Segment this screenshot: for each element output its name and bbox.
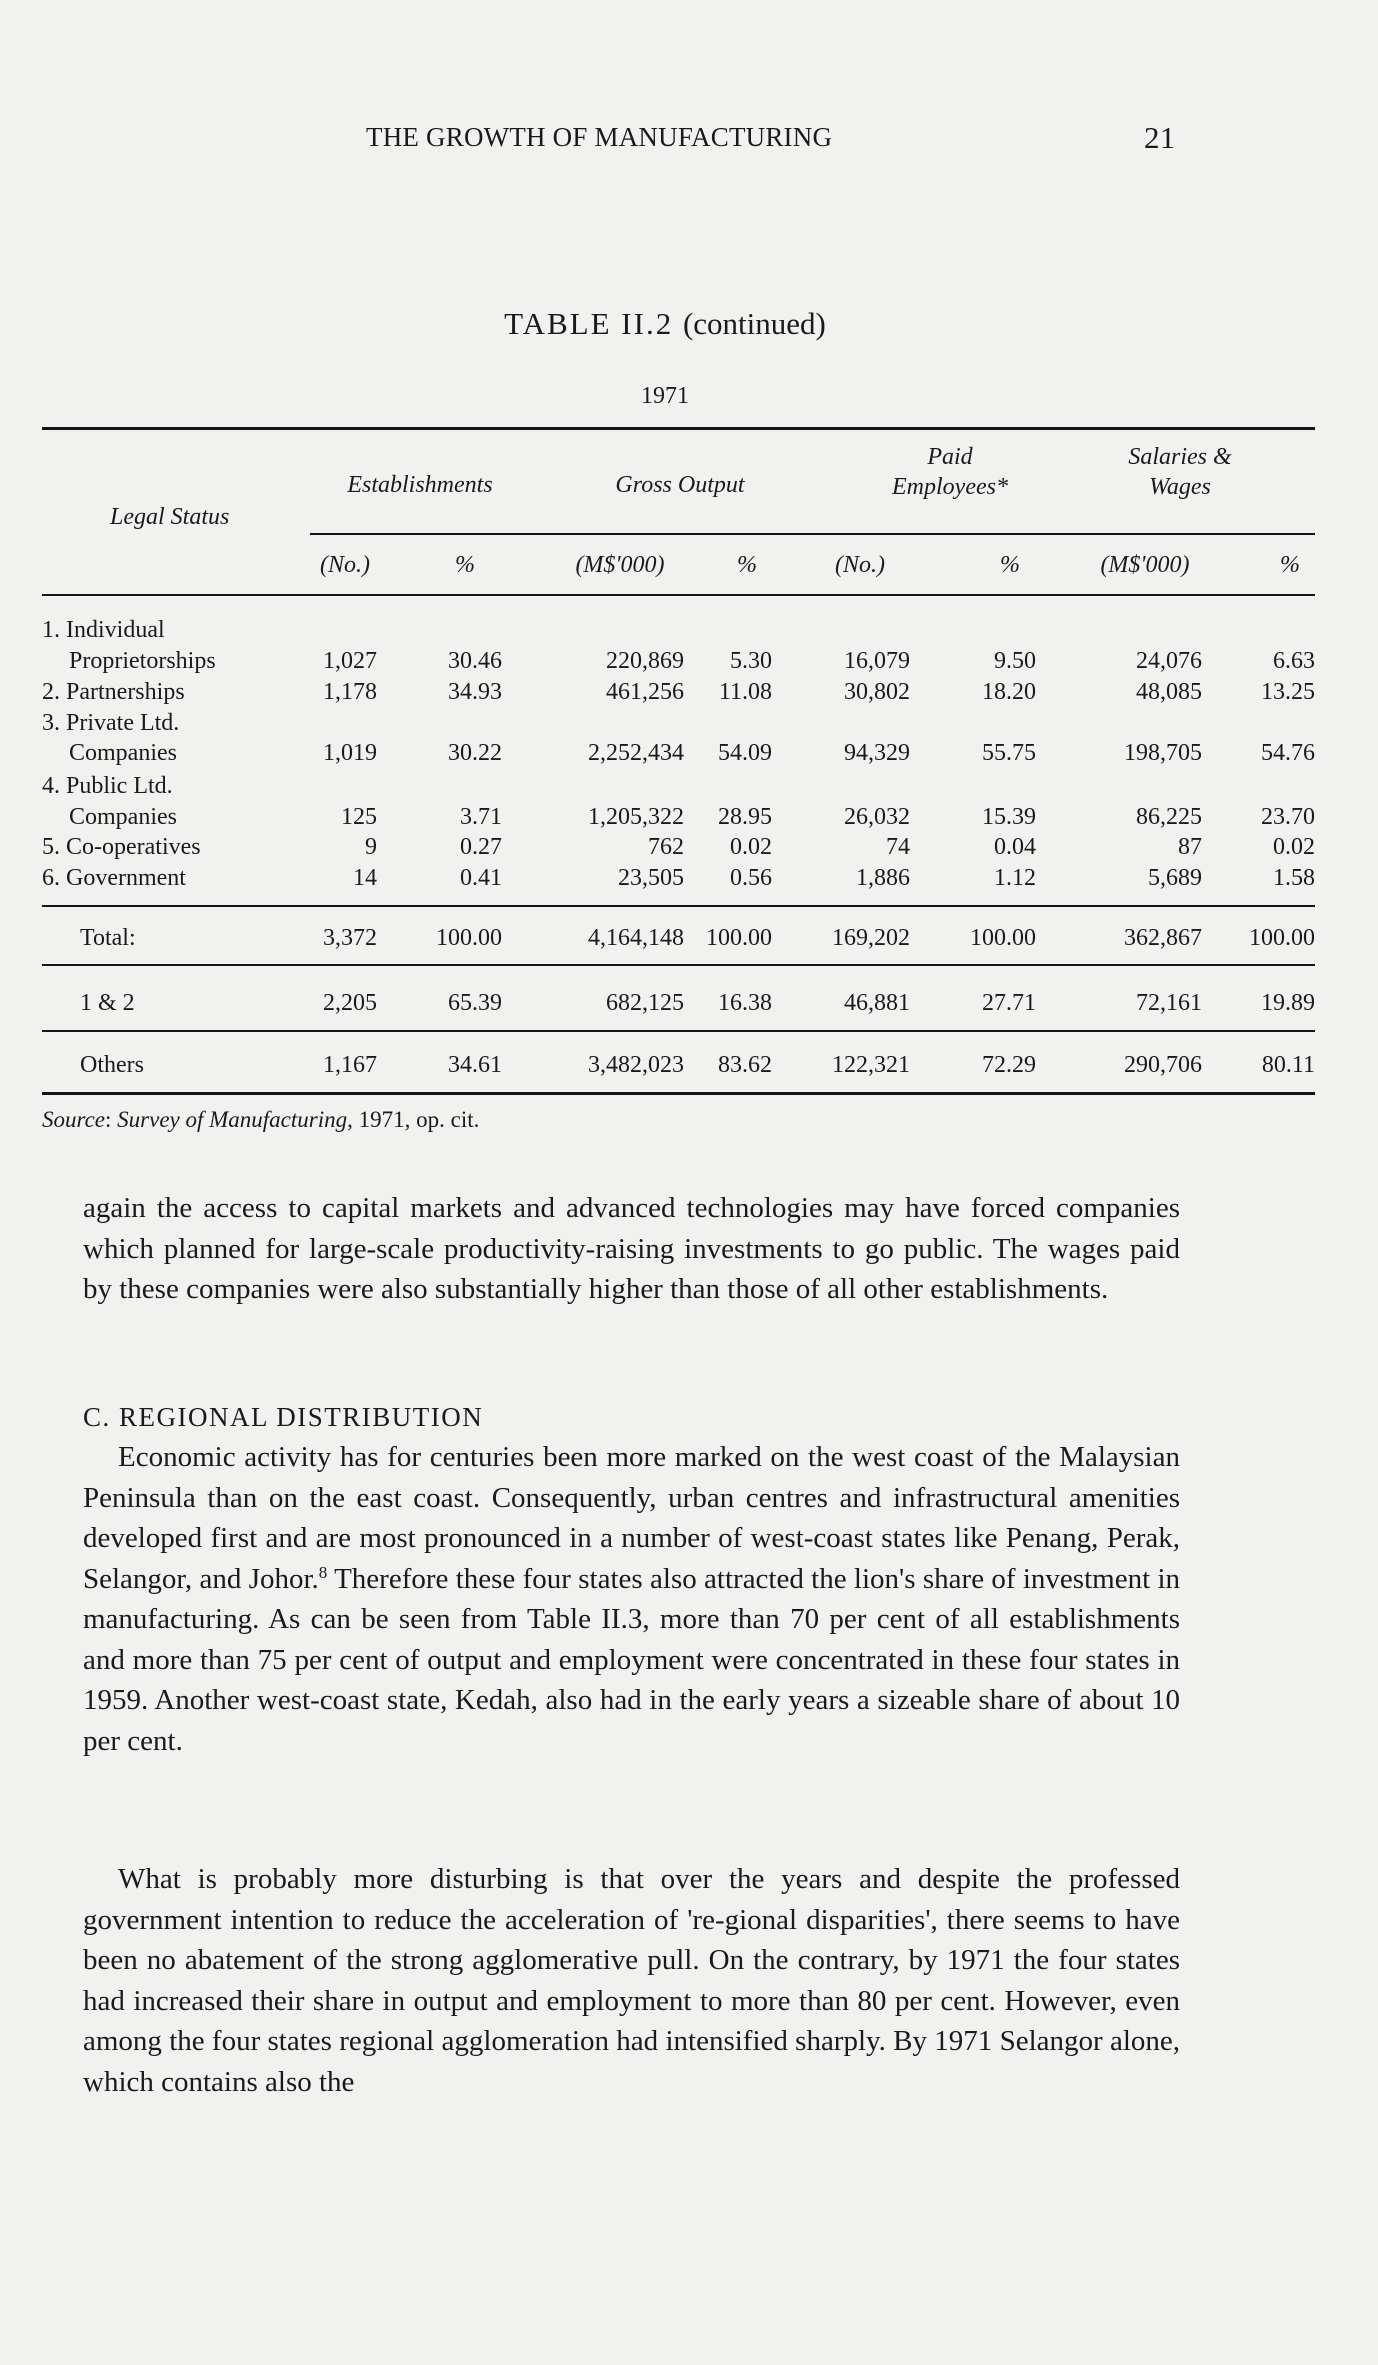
- cell-pe-no: 1,886: [856, 865, 910, 891]
- row-label-individual: 1. Individual: [42, 617, 165, 643]
- cell-go-value: 682,125: [606, 990, 684, 1016]
- paragraph-continued: [83, 1188, 1180, 1310]
- col-header-salaries-wages: [1100, 442, 1260, 502]
- col-header-establishments: Establishments: [347, 472, 493, 498]
- cell-go-value: 220,869: [606, 648, 684, 674]
- cell-est-pct: 65.39: [448, 990, 502, 1016]
- unit-est-no: (No.): [320, 552, 370, 578]
- cell-est-pct: 30.22: [448, 740, 502, 766]
- row-label-public-ltd: 4. Public Ltd.: [42, 773, 173, 799]
- cell-pe-pct: 9.50: [994, 648, 1036, 674]
- table-title-main: TABLE II.2: [504, 306, 674, 341]
- cell-go-value: 4,164,148: [588, 925, 684, 951]
- cell-est-no: 1,178: [323, 679, 377, 705]
- cell-sw-value: 24,076: [1136, 648, 1202, 674]
- cell-est-no: 1,019: [323, 740, 377, 766]
- cell-pe-no: 30,802: [844, 679, 910, 705]
- cell-est-no: 1,027: [323, 648, 377, 674]
- cell-est-no: 9: [365, 834, 377, 860]
- cell-go-value: 3,482,023: [588, 1052, 684, 1078]
- row-label-partnerships: 2. Partnerships: [42, 679, 185, 705]
- table-top-rule: [42, 427, 1315, 430]
- cell-est-no: 1,167: [323, 1052, 377, 1078]
- source-prefix: Source: [42, 1107, 106, 1132]
- paragraph-regional-1-part1: Economic activity has for centuries been more marked on the west coast of the Malaysian Peninsula than on the east coast. Consequently, urban centres and infrastructural amenities developed first and are most pronounced in a number of west-coast states like Penang, Perak, Selangor, and Johor.: [83, 1441, 1180, 1595]
- cell-go-pct: 28.95: [718, 804, 772, 830]
- cell-sw-value: 72,161: [1136, 990, 1202, 1016]
- cell-pe-no: 169,202: [832, 925, 910, 951]
- footnote-ref-8[interactable]: 8: [318, 1562, 328, 1582]
- header-underline-rule: [310, 533, 1315, 535]
- cell-sw-value: 5,689: [1148, 865, 1202, 891]
- section-heading: C. REGIONAL DISTRIBUTION: [83, 1402, 484, 1432]
- cell-est-no: 3,372: [323, 925, 377, 951]
- cell-sw-pct: 1.58: [1273, 865, 1315, 891]
- cell-pe-no: 26,032: [844, 804, 910, 830]
- row-label-government: 6. Government: [42, 865, 186, 891]
- cell-est-pct: 0.27: [460, 834, 502, 860]
- cell-est-pct: 0.41: [460, 865, 502, 891]
- unit-est-pct: %: [455, 552, 475, 578]
- col-header-paid-employees: [850, 442, 1050, 502]
- page-number: 21: [1144, 120, 1176, 155]
- cell-sw-value: 48,085: [1136, 679, 1202, 705]
- cell-pe-no: 16,079: [844, 648, 910, 674]
- cell-est-pct: 3.71: [460, 804, 502, 830]
- cell-go-pct: 11.08: [718, 679, 772, 705]
- cell-sw-value: 362,867: [1124, 925, 1202, 951]
- source-title: Survey of Manufacturing: [117, 1107, 348, 1132]
- col-header-paid-employees-line2: Employees*: [892, 474, 1008, 500]
- cell-pe-pct: 18.20: [982, 679, 1036, 705]
- row-header-legal-status: Legal Status: [110, 504, 230, 530]
- unit-sw-value: (M$'000): [1100, 552, 1190, 578]
- cell-go-value: 1,205,322: [588, 804, 684, 830]
- cell-est-pct: 100.00: [436, 925, 502, 951]
- cell-sw-pct: 23.70: [1261, 804, 1315, 830]
- cell-go-value: 2,252,434: [588, 740, 684, 766]
- row-label-private-companies: Companies: [69, 740, 177, 766]
- body-bottom-rule: [42, 905, 1315, 907]
- cell-sw-pct: 13.25: [1261, 679, 1315, 705]
- cell-go-pct: 5.30: [730, 648, 772, 674]
- row-label-total: Total:: [80, 925, 136, 951]
- cell-est-pct: 30.46: [448, 648, 502, 674]
- cell-sw-value: 290,706: [1124, 1052, 1202, 1078]
- total-bottom-rule: [42, 964, 1315, 966]
- row-label-proprietorships: Proprietorships: [69, 648, 216, 674]
- cell-est-pct: 34.61: [448, 1052, 502, 1078]
- row-label-1-and-2: 1 & 2: [80, 990, 135, 1016]
- col-header-paid-employees-line1: Paid: [927, 444, 973, 470]
- unit-pe-no: (No.): [835, 552, 885, 578]
- cell-pe-pct: 0.04: [994, 834, 1036, 860]
- cell-go-pct: 0.02: [730, 834, 772, 860]
- paragraph-regional-1-part2: Therefore these four states also attracted the lion's share of investment in manufacturing. As can be seen from Table II.3, more than 70 per cent of all establishments and more than 75 per cent of output and employment were concentrated in these four states in 1959. Another west-coast state, Kedah, also had in the early years a sizeable share of about 10 per cent.: [83, 1562, 1181, 1757]
- cell-pe-pct: 15.39: [982, 804, 1036, 830]
- cell-sw-pct: 54.76: [1261, 740, 1315, 766]
- table-title: [0, 306, 1330, 342]
- cell-sw-pct: 6.63: [1273, 648, 1315, 674]
- row-label-co-operatives: 5. Co-operatives: [42, 834, 201, 860]
- table-title-suffix: (continued): [682, 306, 826, 341]
- source-colon: :: [105, 1107, 112, 1132]
- col-header-gross-output: Gross Output: [615, 472, 745, 498]
- cell-go-value: 461,256: [606, 679, 684, 705]
- cell-est-no: 125: [341, 804, 377, 830]
- cell-pe-pct: 72.29: [982, 1052, 1036, 1078]
- paragraph-regional-2-text: What is probably more disturbing is that over the years and despite the professed government intention to reduce the acceleration of 're-gional disparities', there seems to have been no abatement of the strong agglomerative pull. On the contrary, by 1971 the four states had increased their share in output and employment to more than 80 per cent. However, even among the four states regional agglomeration had intensified sharply. By 1971 Selangor alone, which contains also the: [83, 1863, 1180, 2098]
- row-label-public-companies: Companies: [69, 804, 177, 830]
- cell-go-value: 23,505: [618, 865, 684, 891]
- table-bottom-rule: [42, 1092, 1315, 1095]
- col-header-salaries-line1: Salaries &: [1128, 444, 1232, 470]
- cell-go-pct: 16.38: [718, 990, 772, 1016]
- cell-sw-pct: 0.02: [1273, 834, 1315, 860]
- cell-go-value: 762: [648, 834, 684, 860]
- table-source: [42, 1107, 479, 1133]
- table-year: 1971: [641, 383, 689, 409]
- paragraph-regional-1: [83, 1437, 1180, 1761]
- paragraph-continued-text: again the access to capital markets and advanced technologies may have forced companies which planned for large-scale productivity-raising investments to go public. The wages paid by these companies were also substantially higher than those of all other establishments.: [83, 1192, 1180, 1305]
- paragraph-regional-2: [83, 1859, 1180, 2102]
- cell-pe-no: 46,881: [844, 990, 910, 1016]
- cell-go-pct: 0.56: [730, 865, 772, 891]
- cell-sw-pct: 19.89: [1261, 990, 1315, 1016]
- row-label-others: Others: [80, 1052, 144, 1078]
- cell-pe-no: 74: [886, 834, 910, 860]
- unit-go-value: (M$'000): [575, 552, 665, 578]
- unit-pe-pct: %: [1000, 552, 1020, 578]
- cell-sw-value: 87: [1178, 834, 1202, 860]
- cell-go-pct: 100.00: [706, 925, 772, 951]
- cell-sw-pct: 80.11: [1261, 1052, 1315, 1078]
- cell-pe-pct: 27.71: [982, 990, 1036, 1016]
- cell-go-pct: 54.09: [718, 740, 772, 766]
- units-underline-rule: [42, 594, 1315, 596]
- cell-pe-pct: 100.00: [970, 925, 1036, 951]
- cell-go-pct: 83.62: [718, 1052, 772, 1078]
- cell-est-pct: 34.93: [448, 679, 502, 705]
- cell-est-no: 2,205: [323, 990, 377, 1016]
- running-head-title: THE GROWTH OF MANUFACTURING: [366, 122, 833, 152]
- unit-sw-pct: %: [1280, 552, 1300, 578]
- cell-sw-value: 86,225: [1136, 804, 1202, 830]
- unit-go-pct: %: [737, 552, 757, 578]
- cell-pe-no: 94,329: [844, 740, 910, 766]
- cell-pe-no: 122,321: [832, 1052, 910, 1078]
- cell-est-no: 14: [353, 865, 377, 891]
- subtotal-bottom-rule: [42, 1030, 1315, 1032]
- cell-sw-pct: 100.00: [1249, 925, 1315, 951]
- source-suffix: , 1971, op. cit.: [347, 1107, 480, 1132]
- col-header-salaries-line2: Wages: [1149, 474, 1211, 500]
- cell-pe-pct: 1.12: [994, 865, 1036, 891]
- cell-sw-value: 198,705: [1124, 740, 1202, 766]
- cell-pe-pct: 55.75: [982, 740, 1036, 766]
- row-label-private-ltd: 3. Private Ltd.: [42, 710, 180, 736]
